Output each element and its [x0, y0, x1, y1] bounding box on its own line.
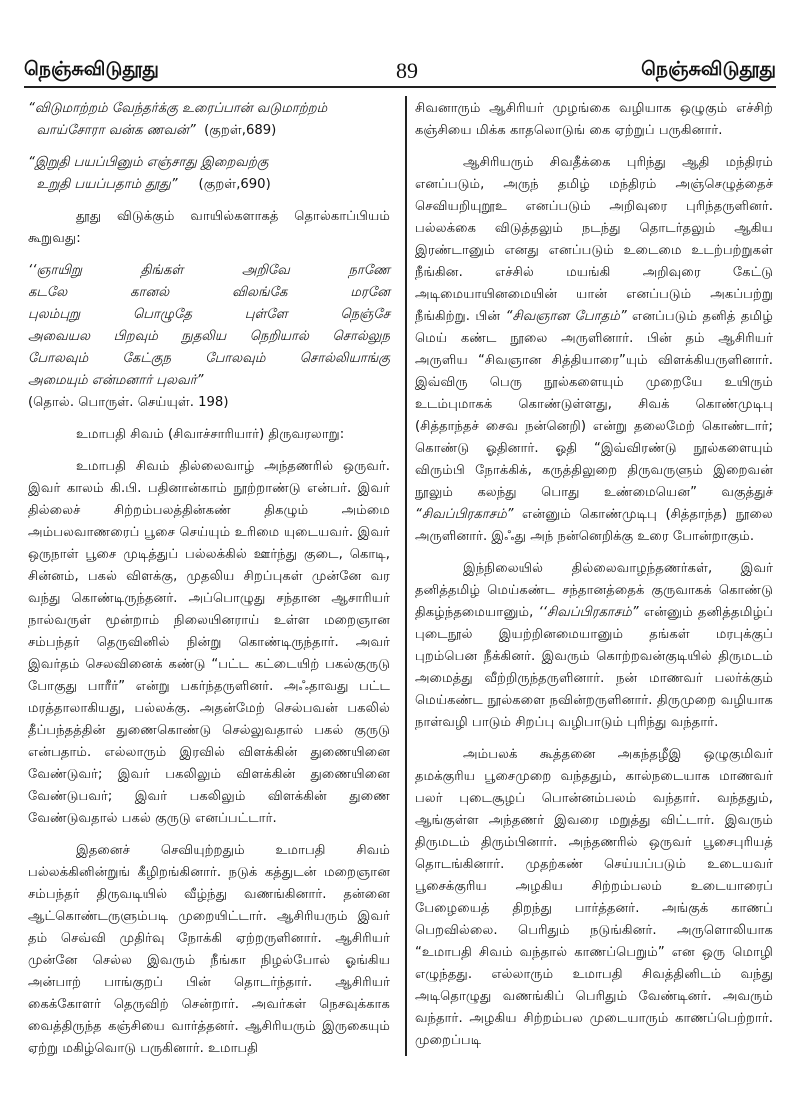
poem-line: கடலே கானல் விலங்கே மரனே — [28, 285, 390, 300]
kural-quote-690 — [28, 152, 390, 196]
poem-line: புலம்புறு பொழுதே புள்ளே நெஞ்சே — [28, 307, 390, 322]
intro-paragraph: தூது விடுக்கும் வாயில்களாகத் தொல்காப்பியம் கூறுவது: — [28, 209, 390, 246]
text-run: இந்நிலையில் தில்லைவாழந்தணர்கள், இவர் தனித்தமிழ் மெய்கண்ட சந்தானத்தைக் குருவாகக் கொண்டு திகழ்ந்தமையானும், — [415, 561, 773, 620]
poem-line: போலவும் கேட்குந போலவும் சொல்லியாங்கு — [28, 351, 390, 366]
section-title: உமாபதி சிவம் (சிவாச்சாரியார்) திருவரலாறு: — [76, 427, 345, 442]
book-title-sivapprakasam: “சிவப்பிரகாசம்” — [415, 507, 514, 522]
text-run: என்னும் தனித்தமிழ்ப் புடைநூல் இயற்றினமையானும் தங்கள் மரபுக்குப் புறம்பென நீக்கினர். இவரும் கொற்றவன்குடியில் திருமடம் அமைத்து வீற்றிருந்தருளினார். நன் மாணவர் பலர்க்கும் மெய்கண்ட நூல்களை நவின்றருளினார். திருமுறை வழியாக நாள்வழி பாடும் சிறப்பு வழிபாடும் புரிந்து வந்தார். — [415, 605, 773, 730]
text-run: எனப்படும் தனித் தமிழ் மெய் கண்ட நூலை அருளினார். பின் தம் ஆசிரியர் அருளிய “சிவஞான சித்தியாரை”யும் விளக்கியருளினார். இவ்விரு பெரு நூல்களையும் முறையே உயிரும் உடம்புமாகக் கொண்டுள்ளது, சிவக் கொண்முடிபு (சித்தாந்தச் சைவ நன்னெறி) என்று தலைமேற் கொண்டார்; கொண்டு ஓதினார். ஓதி “இவ்விரண்டு நூல்களையும் விரும்பி நோக்கிக், கருத்திலுறை திருவருளும் இறைவன் நூலும் கலந்து பொது உண்மையென” வகுத்துச் — [415, 309, 774, 500]
quote-line: “இறுதி பயப்பினும் எஞ்சாது இறைவற்கு — [28, 155, 269, 170]
quote-line: வாய்சோரா வன்க ணவன்” — [36, 123, 196, 138]
book-title-sivagnana-potham: “சிவஞான போதம்” — [505, 309, 627, 324]
kural-quote-689 — [28, 98, 390, 142]
running-header — [24, 58, 776, 86]
poem-line: அமையும் என்மனார் புலவர்” — [28, 373, 204, 388]
left-column — [28, 98, 390, 1070]
header-right-title: நெஞ்சுவிடுதூது — [641, 58, 776, 80]
poem-line: ‘‘ஞாயிறு திங்கள் அறிவே நாணே — [28, 263, 390, 278]
body-paragraph: உமாபதி சிவம் தில்லைவாழ் அந்தணரில் ஒருவர். இவர் காலம் கி.பி. பதினான்காம் நூற்றாண்டு என்பர். இவர் தில்லைச் சிற்றம்பலத்தின்கண் திகழும் அம்மை அம்பலவாணரைப் பூசை செய்யும் உரிமை யுடையவர். இவர் ஒருநாள் பூசை முடித்துப் பல்லக்கில் ஊர்ந்து குடை, கொடி, சின்னம், பகல் விளக்கு, முதலிய சிறப்புகள் முன்னே வர வந்து கொண்டிருந்தனர். அப்பொழுது சந்தான ஆசாரியர் நால்வருள் மூன்றாம் நிலையினராய் உள்ள மறைஞான சம்பந்தர் தெருவினில் நின்று கொண்டிருந்தார். அவர் இவர்தம் செலவினைக் கண்டு “பட்ட கட்டையிற் பகல்குருடு போகுது பாரீர்” என்று பகர்ந்தருளினர். அஃதாவது பட்ட மரத்தாலாகியது, பல்லக்கு. அதன்மேற் செல்பவன் பகலில் தீப்பந்தத்தின் துணைகொண்டு செல்லுவதால் பகல் குருடு என்பதாம். எல்லாரும் இரவில் விளக்கின் துணையினை வேண்டுவர்; இவர் பகலிலும் விளக்கின் துணையினை வேண்டுபவர்; இவர் பகலிலும் விளக்கின் துணை வேண்டுவதால் பகல் குருடு எனப்பட்டார். — [28, 459, 390, 826]
body-paragraph: அம்பலக் கூத்தனை அகந்தழீஇ ஒழுகுமிவர் தமக்குரிய பூசைமுறை வந்ததும், கால்நடையாக மாணவர் பலர் புடைசூழப் பொன்னம்பலம் வந்தார். வந்ததும், ஆங்குள்ள அந்தணர் இவரை மறுத்து விட்டார். இவரும் திருமடம் திரும்பினார். அந்தணரில் ஒருவர் பூசைபுரியத் தொடங்கினார். முதற்கண் செய்யப்படும் உடையவர் பூசைக்குரிய அழகிய சிற்றம்பலம் உடையாரைப் பேழையைத் திறந்து பார்த்தனர். அங்குக் காணப் பெறவில்லை. பெரிதும் நடுங்கினர். அருளொலியாக “உமாபதி சிவம் வந்தால் காணப்பெறும்” என ஒரு மொழி எழுந்தது. எல்லாரும் உமாபதி சிவத்தினிடம் வந்து அடிதொழுது வணங்கிப் பெரிதும் வேண்டினர். அவரும் வந்தார். அழகிய சிற்றம்பல முடையாரும் காணப்பெற்றார். முறைப்படி — [415, 747, 773, 1048]
tolkappiyam-poem — [28, 260, 390, 392]
quote-reference: (குறள்,689) — [204, 123, 277, 138]
column-divider — [405, 96, 407, 1056]
body-paragraph: சிவனாரும் ஆசிரியர் முழங்கை வழியாக ஒழுகும் எச்சிற் கஞ்சியை மிக்க காதலொடுங் கை ஏற்றுப் பருகினார். — [415, 101, 773, 138]
quote-reference: (குறள்,690) — [198, 177, 271, 192]
quote-line: உறுதி பயப்பதாம் தூது” — [36, 177, 178, 192]
text-run: என்னும் கொண்முடிபு (சித்தாந்த) நூலை அருளினார். இஃது அந் நன்னெறிக்கு உரை போன்றாகும். — [415, 507, 773, 544]
right-column — [415, 98, 773, 1062]
book-title-sivapprakasam: ‘‘சிவப்பிரகாசம்” — [538, 605, 639, 620]
page-number: 89 — [396, 58, 418, 83]
poem-line: அவையல பிறவும் நுதலிய நெறியால் சொல்லுந — [28, 329, 390, 344]
body-paragraph: இதனைச் செவியுற்றதும் உமாபதி சிவம் பல்லக்கினின்றுங் கீழிறங்கினார். நடுக் கத்துடன் மறைஞான சம்பந்தர் திருவடியில் வீழ்ந்து வணங்கினார். தன்னை ஆட்கொண்டருளும்படி முறையிட்டார். ஆசிரியரும் இவர் தம் செவ்வி முதிர்வு நோக்கி ஏற்றருளினார். ஆசிரியர் முன்னே செல்ல இவரும் நீங்கா நிழல்போல் ஓங்கிய அன்பாற் பாங்குறப் பின் தொடர்ந்தார். ஆசிரியர் கைக்கோளர் தெருவிற் சென்றார். அவர்கள் நெசவுக்காக வைத்திருந்த கஞ்சியை வார்த்தனர். ஆசிரியரும் இருகையும் ஏற்று மகிழ்வொடு பருகினார். உமாபதி — [28, 843, 390, 1056]
body-paragraph — [415, 152, 773, 548]
poem-citation: (தொல். பொருள். செய்யுள். 198) — [28, 395, 229, 410]
body-paragraph — [415, 558, 773, 734]
header-rule — [24, 86, 776, 88]
text-run: ஆசிரியரும் சிவதீக்கை புரிந்து ஆதி மந்திரம் எனப்படும், அருந் தமிழ் மந்திரம் அஞ்செழுத்தைச் செவியறியுறூஉ எனப்படும் அறிவுரை புரிந்தருளினர். பல்லக்கை விடுத்தலும் நடந்து தொடர்தலும் ஆகிய இரண்டானும் எனது எனப்படும் உடைமை உடற்பற்றுகள் நீங்கின. எச்சில் மயங்கி அறிவுரை கேட்டு அடிமையாயினமையின் யான் எனப்படும் அகப்பற்று நீங்கிற்று. பின் — [415, 155, 773, 324]
quote-line: “விடுமாற்றம் வேந்தர்க்கு உரைப்பான் வடுமாற்றம் — [28, 101, 328, 116]
header-left-title: நெஞ்சுவிடுதூது — [24, 58, 159, 80]
